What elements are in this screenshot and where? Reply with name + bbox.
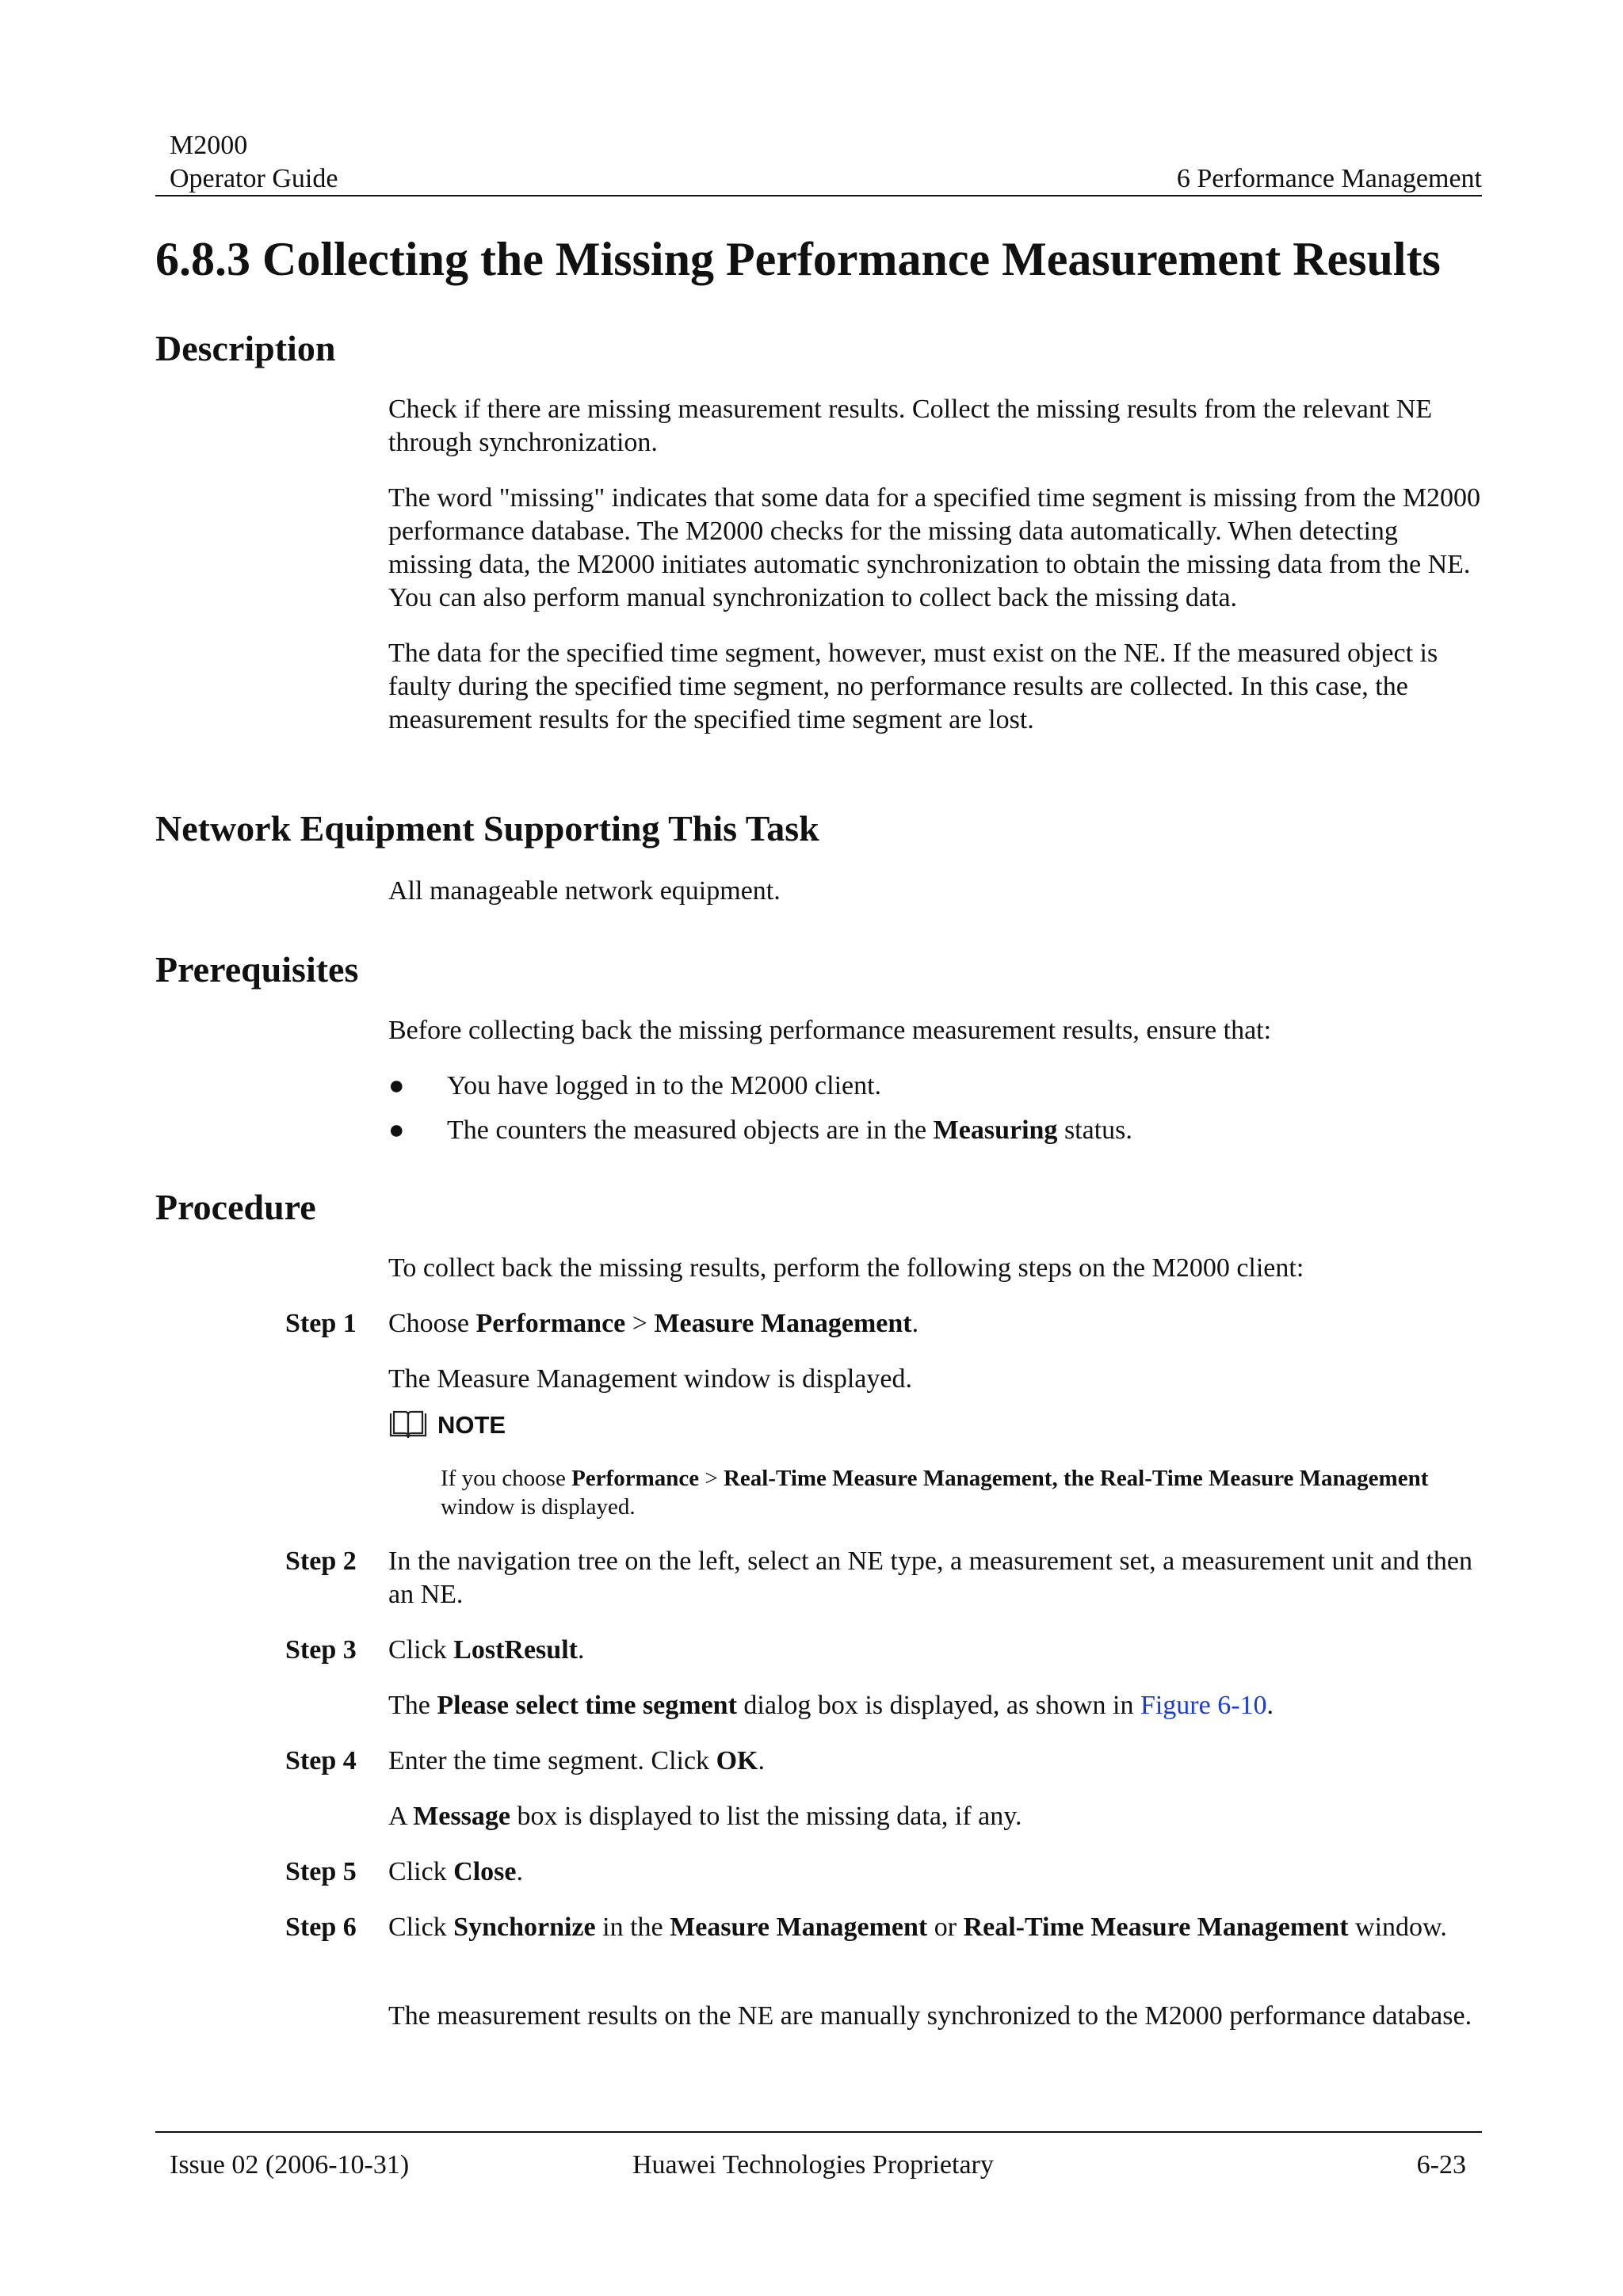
step-label: Step 2 (285, 1547, 357, 1576)
step-text: The (388, 1691, 437, 1720)
note-bold-part: Performance (571, 1466, 700, 1491)
step2-text: In the navigation tree on the left, select an NE type, a measurement set, a measurement unit and then an NE. (388, 1547, 1473, 1609)
step-text: or (927, 1913, 964, 1942)
step3-result (388, 1689, 1482, 1722)
step-text: Click (388, 1635, 454, 1665)
note-text (441, 1464, 1487, 1521)
step-text: in the (595, 1913, 670, 1942)
footer-issue: Issue 02 (2006-10-31) (170, 2150, 410, 2180)
network-text: All manageable network equipment. (388, 876, 781, 906)
bullet-dot-icon: ● (388, 1116, 405, 1145)
window-ref-realtime-measure-management: Real-Time Measure Management (963, 1913, 1349, 1942)
heading-procedure: Procedure (155, 1187, 316, 1227)
step-label: Step 6 (285, 1913, 357, 1942)
prereq-intro: Before collecting back the missing performance measurement results, ensure that: (388, 1016, 1272, 1045)
step-text: Enter the time segment. Click (388, 1746, 716, 1775)
note-text-part: window is displayed. (441, 1494, 636, 1520)
window-ref-measure-management: Measure Management (670, 1913, 928, 1942)
description-body (388, 393, 1482, 737)
note-label: NOTE (437, 1411, 506, 1439)
step6-text (388, 1911, 1482, 1944)
dialog-ref-message: Message (413, 1802, 510, 1831)
book-icon (388, 1410, 428, 1440)
prereq-bullet (388, 1114, 1132, 1147)
step5-text (388, 1855, 1482, 1889)
header-chapter: 6 Performance Management (1176, 164, 1482, 193)
header-product: M2000 (170, 131, 248, 160)
footer-rule (155, 2131, 1482, 2133)
step-text: . (758, 1746, 765, 1775)
menu-performance: Performance (475, 1309, 626, 1338)
description-paragraph: Check if there are missing measurement results. Collect the missing results from the relevant NE through synchronization. (388, 395, 1433, 457)
step-label: Step 1 (285, 1309, 357, 1338)
bullet-text-post: status. (1057, 1116, 1132, 1145)
step-label: Step 4 (285, 1746, 357, 1775)
button-ref-ok: OK (716, 1746, 758, 1775)
step-text: dialog box is displayed, as shown in (736, 1691, 1140, 1720)
bullet-text-pre: The counters the measured objects are in the (447, 1116, 934, 1145)
step-text: . (516, 1857, 523, 1886)
procedure-intro: To collect back the missing results, perform the following steps on the M2000 client: (388, 1253, 1304, 1283)
heading-network-equipment: Network Equipment Supporting This Task (155, 808, 819, 849)
step4-result (388, 1800, 1482, 1833)
bullet-text-bold: Measuring (933, 1116, 1058, 1145)
dialog-ref: Please select time segment (437, 1691, 737, 1720)
heading-prerequisites: Prerequisites (155, 949, 359, 990)
bullet-text: You have logged in to the M2000 client. (447, 1071, 882, 1100)
description-paragraph: The data for the specified time segment, however, must exist on the NE. If the measured object is faulty during the specified time segment, no performance results are collected. In this case, the measurement results for the specified time segment are lost. (388, 639, 1438, 734)
button-ref-synchronize: Synchornize (453, 1913, 596, 1942)
figure-link[interactable]: Figure 6-10 (1140, 1691, 1267, 1720)
step-text: > (625, 1309, 655, 1338)
step-label: Step 3 (285, 1635, 357, 1665)
menu-measure-management: Measure Management (654, 1309, 912, 1338)
note-header (388, 1410, 506, 1440)
step1-result: The Measure Management window is displayed. (388, 1364, 912, 1394)
step-label: Step 5 (285, 1857, 357, 1886)
step-text: . (911, 1309, 919, 1338)
header-rule (155, 195, 1482, 196)
step-text: . (577, 1635, 585, 1665)
step-text: A (388, 1802, 414, 1831)
step-text: . (1266, 1691, 1274, 1720)
step6-result: The measurement results on the NE are manually synchronized to the M2000 performance database. (388, 2001, 1472, 2031)
step-text: window. (1348, 1913, 1447, 1942)
heading-description: Description (155, 328, 336, 368)
button-ref-lostresult: LostResult (453, 1635, 578, 1665)
step-text: Click (388, 1913, 454, 1942)
step-text: box is displayed to list the missing data, if any. (510, 1802, 1022, 1831)
step1-text (388, 1307, 1482, 1341)
step-text: Click (388, 1857, 454, 1886)
step4-text (388, 1745, 1482, 1778)
note-text-part: If you choose (441, 1466, 572, 1491)
note-bold-part: Real-Time Measure Management, the Real-Time Measure Management (723, 1466, 1429, 1491)
page-title: 6.8.3 Collecting the Missing Performance Measurement Results (155, 233, 1441, 285)
button-ref-close: Close (453, 1857, 517, 1886)
prereq-bullet (388, 1070, 881, 1103)
footer-page-number: 6-23 (1416, 2150, 1466, 2180)
header-doc-title: Operator Guide (170, 164, 338, 193)
step-text: Choose (388, 1309, 476, 1338)
bullet-dot-icon: ● (388, 1071, 405, 1100)
note-text-part: > (699, 1466, 724, 1491)
description-paragraph: The word "missing" indicates that some data for a specified time segment is missing from the M2000 performance database. The M2000 checks for the missing data automatically. When detecting missing data, the M2000 initiates automatic synchronization to obtain the missing data from the NE. You can also perform manual synchronization to collect back the missing data. (388, 483, 1481, 612)
footer-company: Huawei Technologies Proprietary (632, 2150, 994, 2180)
step3-text (388, 1634, 1482, 1667)
